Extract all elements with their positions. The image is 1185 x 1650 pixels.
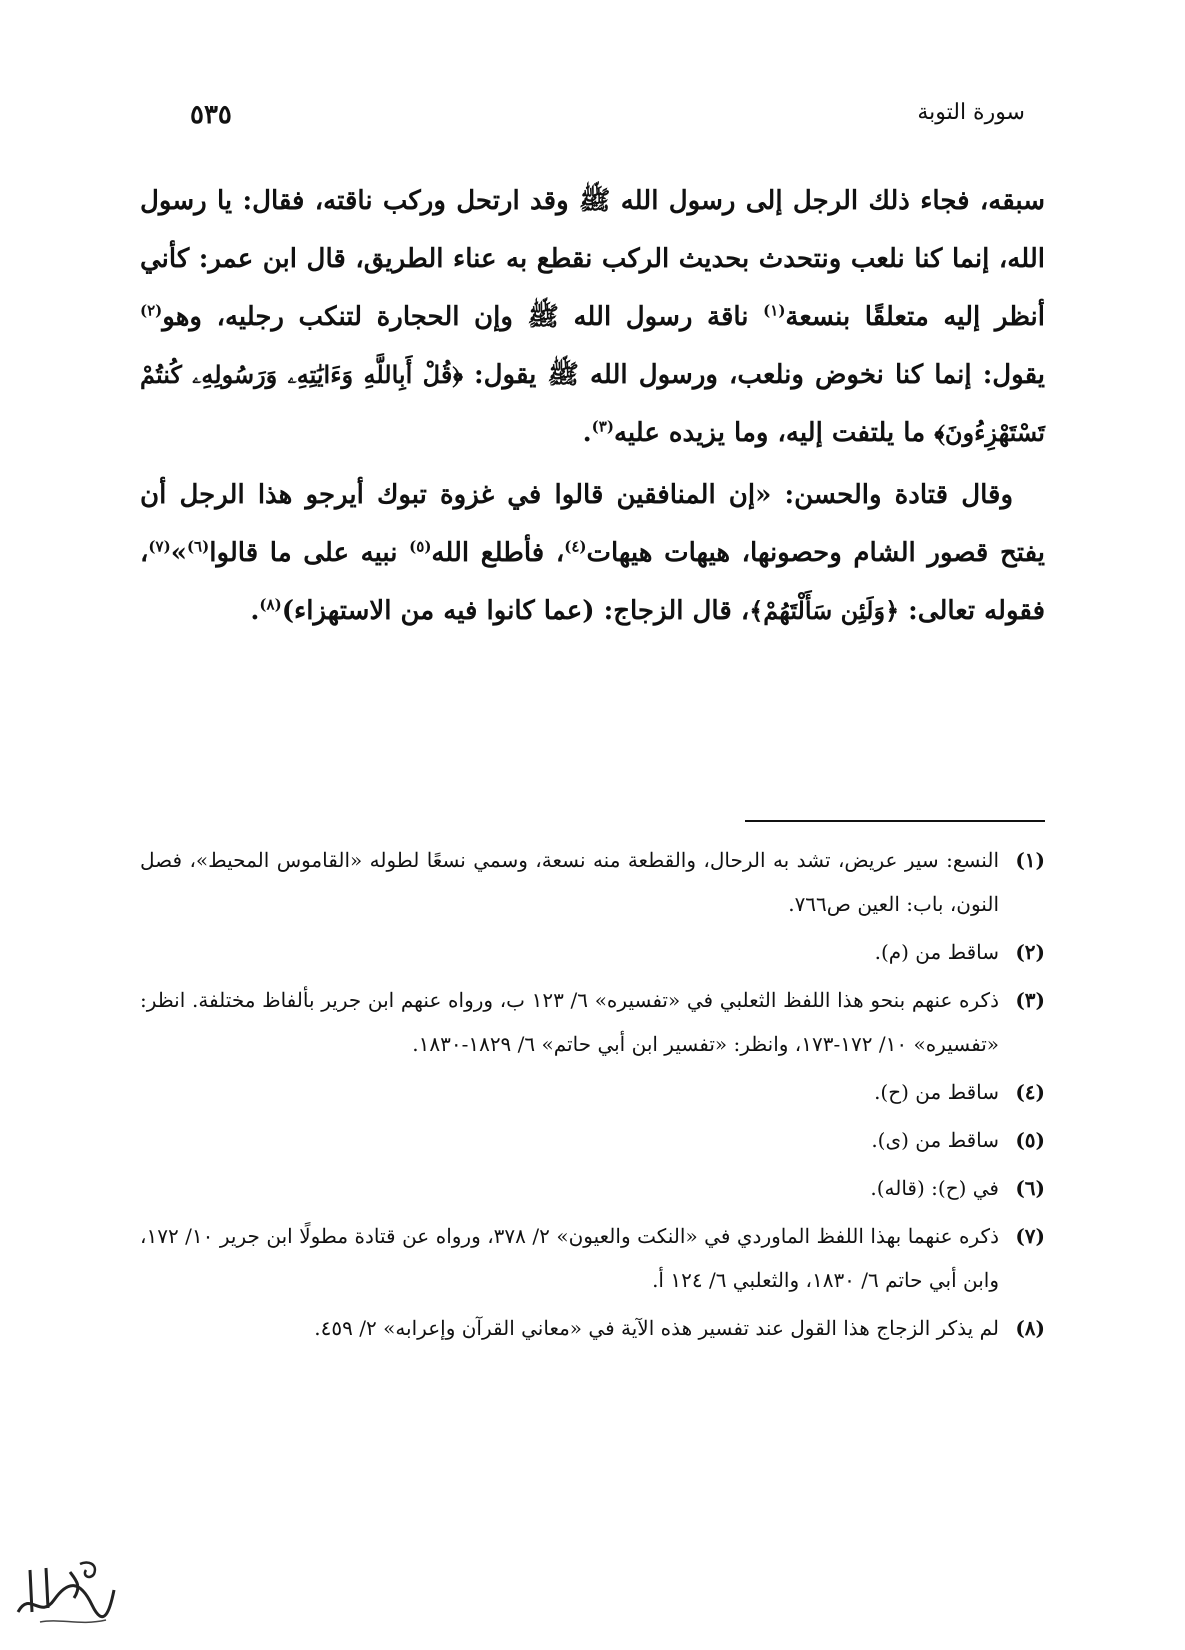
footnote-text: ذكره عنهم بنحو هذا اللفظ الثعلبي في «تفسيره» ٦/ ١٢٣ ب، ورواه عنهم ابن جرير بألفاظ مختلفة. انظر: «تفسيره» ١٠/ ١٧٢-١٧٣، وانظر: «تفسير ابن أبي حاتم» ٦/ ١٨٢٩-١٨٣٠. [140,988,999,1056]
footnote-number: (٦) [1015,1176,1045,1200]
quran-verse: ﴿وَلَئِن سَأَلْتَهُمْ﴾ [749,596,900,625]
footnote-text: ساقط من (م). [874,940,999,964]
text-segment: ما يلتفت إليه، وما يزيده عليه [613,418,935,448]
footnote-number: (٣) [1015,988,1045,1012]
footnote [140,930,1045,974]
text-segment: سبقه، فجاء ذلك الرجل إلى رسول الله ﷺ وقد ارتحل وركب ناقته، فقال: يا رسول الله، إنما كنا نلعب ونتحدث بحديث الركب نقطع به عناء الطريق، قال ابن عمر: كأني أنظر إليه متعلقًا بنسعة [140,186,1045,332]
paragraph-1 [140,172,1045,462]
calligraphy-logo-icon [10,1550,120,1630]
text-segment: ، فقوله تعالى: [140,538,1045,626]
footnotes [140,838,1045,1354]
main-text [140,172,1045,640]
footnote-ref: (٢) [140,301,163,320]
footnote-ref: (٥) [409,537,432,556]
page-number: ٥٣٥ [190,100,232,130]
footnote-separator [745,820,1045,822]
text-segment: . [582,418,592,448]
footnote-number: (٤) [1015,1080,1045,1104]
footnote-number: (١) [1015,848,1045,872]
footnote-number: (٢) [1015,940,1045,964]
footnote [140,1166,1045,1210]
text-segment: وقال قتادة والحسن: «إن المنافقين قالوا في غزوة تبوك أيرجو هذا الرجل أن يفتح قصور الشام وحصونها، هيهات هيهات [140,480,1045,568]
footnote-text: لم يذكر الزجاج هذا القول عند تفسير هذه الآية في «معاني القرآن وإعرابه» ٢/ ٤٥٩. [314,1316,999,1340]
text-segment: » [170,538,187,568]
footnote-ref: (٧) [148,537,171,556]
footnote [140,1306,1045,1350]
footnote-text: ساقط من (ى). [871,1128,999,1152]
footnote-ref: (٨) [259,595,282,614]
quran-verse: ﴿قُلْ أَبِاللَّهِ وَءَايَٰتِهِۦ وَرَسُولِهِۦ كُنتُمْ تَسْتَهْزِءُونَ﴾ [140,360,1045,447]
text-segment: يقول: إنما كنا نخوض ونلعب، ورسول الله ﷺ يقول: [462,360,1046,390]
footnote-number: (٧) [1015,1224,1045,1248]
surah-title: سورة التوبة [917,100,1025,125]
footnote-ref: (١) [763,301,786,320]
footnote-number: (٨) [1015,1316,1045,1340]
text-segment: . [250,596,260,626]
page-header [190,100,1025,140]
footnote [140,1070,1045,1114]
text-segment: ، فأطلع الله [431,538,565,568]
paragraph-2 [140,466,1045,640]
footnote [140,978,1045,1066]
footnote-text: النسع: سير عريض، تشد به الرحال، والقطعة منه نسعة، وسمي نسعًا لطوله «القاموس المحيط»، فصل النون، باب: العين ص٧٦٦. [140,848,999,916]
text-segment: ، قال الزجاج: (عما كانوا فيه من الاستهزاء) [281,596,750,626]
text-segment: ناقة رسول الله ﷺ وإن الحجارة لتنكب رجليه، وهو [162,302,764,332]
footnote [140,1118,1045,1162]
footnote-text: ذكره عنهما بهذا اللفظ الماوردي في «النكت والعيون» ٢/ ٣٧٨، ورواه عن قتادة مطولًا ابن جرير ١٠/ ١٧٢، وابن أبي حاتم ٦/ ١٨٣٠، والثعلبي ٦/ ١٢٤ أ. [140,1224,999,1292]
footnote [140,1214,1045,1302]
publisher-logo [10,1550,120,1630]
footnote-ref: (٣) [591,417,614,436]
footnote-ref: (٤) [564,537,587,556]
footnote-number: (٥) [1015,1128,1045,1152]
footnote [140,838,1045,926]
footnote-text: في (ح): (قاله). [870,1176,999,1200]
text-segment: نبيه على ما قالوا [209,538,410,568]
footnote-ref: (٦) [186,537,210,556]
footnote-text: ساقط من (ح). [874,1080,999,1104]
